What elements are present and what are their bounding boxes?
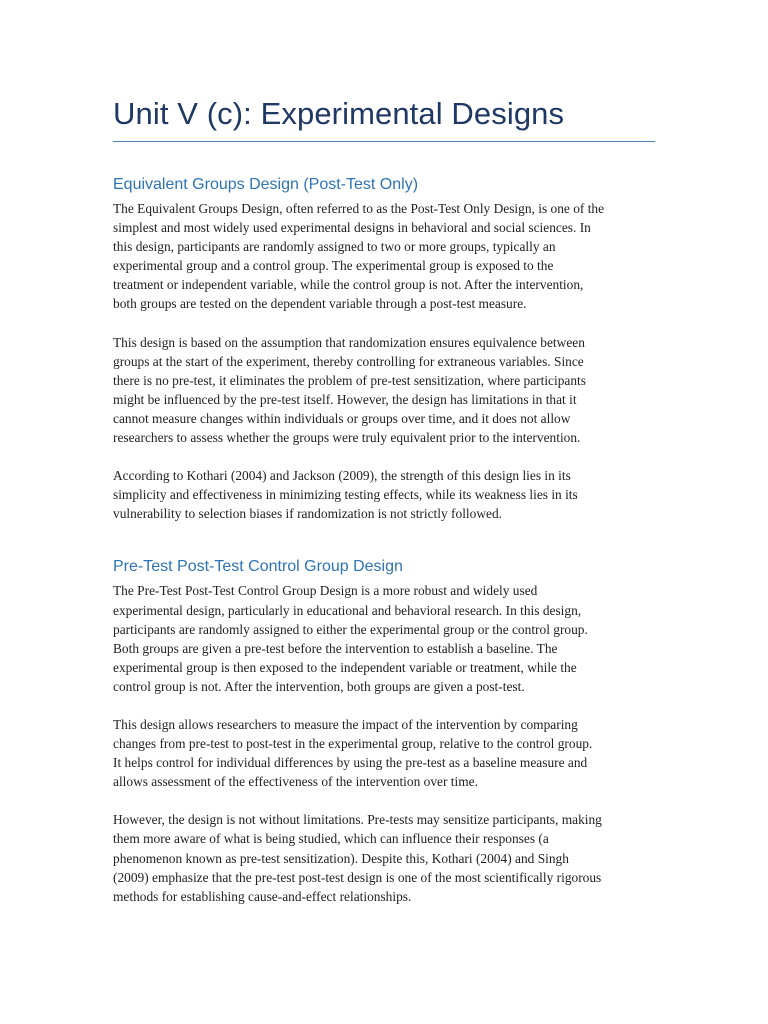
text-line: methods for establishing cause-and-effect relationships. (113, 888, 412, 904)
text-line: It helps control for individual differences by using the pre-test as a baseline measure and (113, 755, 588, 771)
text-line: groups at the start of the experiment, thereby controlling for extraneous variables. Since (113, 353, 584, 369)
paragraph (113, 333, 658, 448)
text-line: (2009) emphasize that the pre-test post-test design is one of the most scientifically rigorous (113, 869, 602, 885)
text-line: experimental group and a control group. The experimental group is exposed to the (113, 258, 554, 274)
text-line: simplicity and effectiveness in minimizing testing effects, while its weakness lies in its (113, 487, 578, 503)
text-line: experimental design, particularly in educational and behavioral research. In this design, (113, 602, 582, 618)
text-line: experimental group is then exposed to the independent variable or treatment, while the (113, 659, 577, 675)
text-line: this design, participants are randomly assigned to two or more groups, typically an (113, 239, 556, 255)
paragraph (113, 199, 658, 314)
text-line: treatment or independent variable, while the control group is not. After the intervention, (113, 277, 584, 293)
section-heading: Pre-Test Post-Test Control Group Design (113, 558, 403, 576)
text-line: both groups are tested on the dependent variable through a post-test measure. (113, 296, 527, 312)
text-line: them more aware of what is being studied, which can influence their responses (a (113, 831, 549, 847)
text-line: participants are randomly assigned to either the experimental group or the control group. (113, 621, 588, 637)
text-line: there is no pre-test, it eliminates the problem of pre-test sensitization, where participants (113, 372, 586, 388)
text-line: The Pre-Test Post-Test Control Group Design is a more robust and widely used (113, 583, 538, 599)
section-pre-test-post-test-design (113, 556, 655, 905)
text-line: cannot measure changes within individuals or groups over time, and it does not allow (113, 410, 571, 426)
text-line: This design allows researchers to measure the impact of the intervention by comparing (113, 716, 578, 732)
document-title: Unit V (c): Experimental Designs (113, 96, 565, 131)
text-line: phenomenon known as pre-test sensitization). Despite this, Kothari (2004) and Singh (113, 850, 569, 866)
text-line: allows assessment of the effectiveness of the intervention over time. (113, 774, 478, 790)
paragraph (113, 810, 658, 905)
text-line: According to Kothari (2004) and Jackson (2009), the strength of this design lies in its (113, 468, 571, 484)
text-line: This design is based on the assumption that randomization ensures equivalence between (113, 334, 585, 350)
text-line: vulnerability to selection biases if randomization is not strictly followed. (113, 506, 502, 522)
paragraph (113, 715, 658, 791)
text-line: researchers to assess whether the groups were truly equivalent prior to the intervention. (113, 430, 581, 446)
text-line: However, the design is not without limitations. Pre-tests may sensitize participants, making (113, 812, 602, 828)
text-line: control group is not. After the intervention, both groups are given a post-test. (113, 678, 525, 694)
paragraph (113, 581, 658, 696)
section-heading: Equivalent Groups Design (Post-Test Only) (113, 176, 419, 193)
text-line: Both groups are given a pre-test before the intervention to establish a baseline. The (113, 640, 558, 656)
text-line: simplest and most widely used experimental designs in behavioral and social sciences. In (113, 220, 591, 236)
text-line: might be influenced by the pre-test itself. However, the design has limitations in that it (113, 391, 577, 407)
section-equivalent-groups-design (113, 174, 655, 523)
paragraph (113, 466, 658, 523)
title-underline-rule (113, 141, 655, 142)
text-line: changes from pre-test to post-test in the experimental group, relative to the control group. (113, 736, 593, 752)
text-line: The Equivalent Groups Design, often referred to as the Post-Test Only Design, is one of the (113, 201, 605, 216)
